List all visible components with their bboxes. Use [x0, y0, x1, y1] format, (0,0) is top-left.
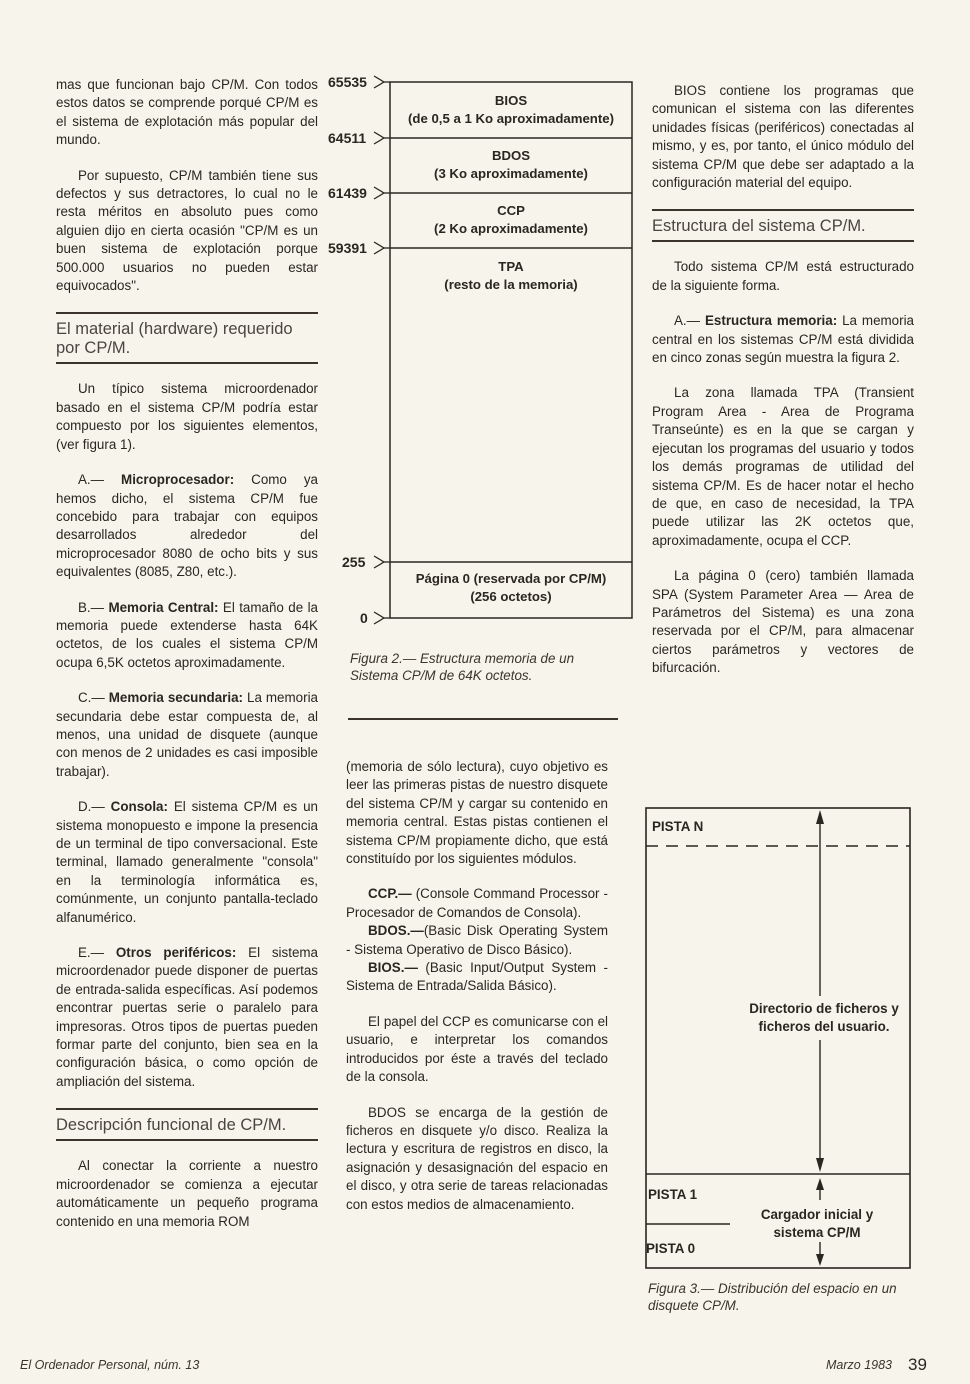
paragraph: Por supuesto, CP/M también tiene sus defectos y sus detractores, lo cual no le resta méritos en absoluto pues como alguien dijo en cierta ocasión "CP/M es un buen sistema de explotación porque 500.000 usuarios no pueden estar equivocados". [56, 167, 318, 294]
paragraph: (memoria de sólo lectura), cuyo objetivo es leer las primeras pistas de nuestro disquete del sistema CP/M y cargar su contenido en memoria central. Estas pistas contienen el sistema CP/M propiamente dicho, que está constituído por los siguientes módulos. [346, 759, 608, 867]
section-rule [56, 312, 318, 314]
footer-date: Marzo 1983 [826, 1358, 893, 1372]
right-column [652, 82, 914, 695]
block-subtitle: (de 0,5 a 1 Ko aproximadamente) [408, 111, 614, 126]
block-title: BDOS [491, 148, 531, 163]
list-item-e [56, 944, 318, 1091]
address-label: 59391 [328, 240, 367, 256]
item-text: La memoria secundaria debe estar compuesta de, al menos, una unidad de disquete (aunque con menos de 2 unidades es casi imposible trabajar). [56, 690, 318, 779]
figure-3-disk-layout [642, 806, 912, 1326]
block-subtitle: (3 Ko aproximadamente) [434, 166, 588, 181]
section-rule [652, 209, 914, 211]
page-number: 39 [908, 1355, 927, 1374]
block-title: Página 0 (reservada por CP/M) [415, 571, 607, 586]
paragraph: BIOS contiene los programas que comunican el sistema con las diferentes unidades físicas (periféricos) conectadas al mismo, y es, por tanto, el único módulo del sistema CP/M que debe ser adaptado a la configuración material del equipo. [652, 83, 914, 191]
arrow-icon [374, 242, 384, 254]
paragraph: Un típico sistema microordenador basado en el sistema CP/M podría estar compuesto por los siguientes elementos, (ver figura 1). [56, 381, 318, 452]
arrow-icon [374, 556, 384, 568]
arrow-down-icon [816, 1158, 824, 1172]
block-title: CCP [497, 203, 525, 218]
item-lead: A.— [78, 472, 122, 488]
paragraph: Al conectar la corriente a nuestro microordenador se comienza a ejecutar automáticamente un pequeño programa contenido en una memoria ROM [56, 1158, 318, 1229]
module-text: (Basic Disk Operating System - Sistema Operativo de Disco Básico). [346, 923, 608, 957]
paragraph: La página 0 (cero) también llamada SPA (System Parameter Area — Area de Parámetros del Sistema) es una zona reservada por el CP/M, para almacenar ciertos parámetros y vectores de bifurcación. [652, 568, 914, 676]
module-bios [346, 959, 608, 996]
section-rule [56, 1108, 318, 1110]
caption-rule [348, 718, 618, 720]
module-text: (Console Command Processor - Procesador de Comandos de Consola). [346, 886, 608, 920]
section-title: Estructura del sistema CP/M. [652, 217, 866, 236]
item-lead: C.— [78, 690, 109, 706]
item-text: Como ya hemos dicho, el sistema CP/M fue concebido para trabajar con equipos desarrollados alrededor del microprocesador 8080 de ocho bits y sus equivalentes (8085, Z80, etc.). [56, 472, 319, 580]
item-lead: E.— [78, 945, 116, 961]
section-rule [56, 1139, 318, 1141]
paragraph: mas que funcionan bajo CP/M. Con todos estos datos se comprende porqué CP/M es el sistema de explotación más popular del mundo. [56, 77, 318, 148]
module-text: (Basic Input/Output System - Sistema de Entrada/Salida Básico). [346, 960, 608, 994]
arrow-icon [374, 132, 384, 144]
item-lead: B.— [78, 599, 109, 615]
section-title: Descripción funcional de CP/M. [56, 1116, 287, 1135]
module-heading: BDOS.— [368, 923, 424, 939]
module-bdos [346, 922, 608, 959]
list-item-a [652, 312, 914, 367]
arrow-up-icon [816, 810, 824, 824]
address-label: 255 [342, 554, 366, 570]
pista-0-label: PISTA 0 [646, 1241, 696, 1256]
item-heading: Microprocesador: [121, 472, 235, 488]
paragraph: El papel del CCP es comunicarse con el usuario, e interpretar los comandos introducidos por éste a través del teclado de la consola. [346, 1013, 608, 1085]
item-heading: Otros periféricos: [115, 945, 237, 961]
loader-label: Cargador inicial y sistema CP/M [760, 1207, 874, 1240]
pista-1-label: PISTA 1 [648, 1187, 698, 1202]
block-subtitle: (256 octetos) [470, 589, 552, 604]
left-column [56, 76, 318, 1248]
ccp-block [390, 202, 632, 238]
module-ccp [346, 885, 608, 922]
bios-block [390, 92, 632, 128]
section-rule [652, 240, 914, 242]
list-item-d [56, 798, 318, 927]
item-heading: Memoria secundaria: [108, 690, 244, 706]
paragraph: La zona llamada TPA (Transient Program Area - Area de Programa Transeúnte) es en la que se cargan y ejecutan los programas del usuario y todos los demás programas de utilidad del sistema CP/M. Es de hacer notar el hecho de que, en caso de necesidad, la TPA puede utilizar las 2K octetos que, aproximadamente, ocupa el CCP. [652, 385, 914, 548]
item-text: El tamaño de la memoria puede extenderse hasta 64K octetos, de los cuales el sistema CP/M ocupa 6,5K octetos aproximadamente. [56, 599, 318, 670]
paragraph: Todo sistema CP/M está estructurado de la siguiente forma. [652, 259, 914, 293]
section-title: El material (hardware) requerido por CP/M. [56, 320, 293, 358]
block-title: BIOS [494, 93, 528, 108]
module-heading: CCP.— [368, 886, 412, 902]
page0-block [390, 570, 632, 606]
block-title: TPA [498, 259, 524, 274]
item-text: El sistema CP/M es un sistema monopuesto e impone la presencia de un terminal de tipo conversacional. Este terminal, llamado generalmente "consola" en la terminología informática es, comúnmente, un conjunto pantalla-teclado alfanumérico. [56, 799, 318, 925]
address-label: 0 [360, 610, 368, 626]
paragraph: BDOS se encarga de la gestión de ficheros en disquete y/o disco. Realiza la lectura y escritura de registros en disco, la asignación y desasignación del espacio en el disco, y otra serie de tareas relacionadas con estos medios de almacenamiento. [346, 1104, 608, 1212]
block-subtitle: (2 Ko aproximadamente) [434, 221, 588, 236]
middle-column [346, 758, 608, 1231]
block-subtitle: (resto de la memoria) [444, 277, 578, 292]
arrow-icon [374, 76, 384, 88]
tpa-block [390, 258, 632, 294]
item-text: La memoria central en los sistemas CP/M está dividida en cinco zonas según muestra la figura 2. [652, 313, 915, 366]
arrow-icon [374, 612, 384, 624]
list-item-b [56, 599, 318, 673]
directory-label: Directorio de ficheros y ficheros del usuario. [749, 1001, 899, 1034]
bdos-block [390, 147, 632, 183]
arrow-icon [374, 187, 384, 199]
item-heading: Consola: [110, 799, 168, 815]
item-text: El sistema microordenador puede disponer de puertas de entrada-salida específicas. Así podemos encontrar puertas serie o paralelo para impresoras. Otros tipos de puertas pueden formar parte del conjunto, bien sea en la configuración básica, o como opción de ampliación del sistema. [56, 945, 318, 1089]
figure-3-caption: Figura 3.— Distribución del espacio en un disquete CP/M. [648, 1281, 897, 1313]
module-heading: BIOS.— [368, 960, 418, 976]
figure-2-caption: Figura 2.— Estructura memoria de un Sistema CP/M de 64K octetos. [350, 651, 575, 683]
list-item-c [56, 689, 318, 781]
arrow-down-icon [816, 1254, 824, 1266]
list-item-a [56, 471, 318, 581]
section-rule [56, 362, 318, 364]
address-label: 64511 [328, 130, 367, 146]
item-heading: Memoria Central: [108, 599, 219, 615]
arrow-up-icon [816, 1178, 824, 1190]
item-lead: A.— [674, 313, 705, 329]
item-lead: D.— [78, 799, 111, 815]
pista-n-label: PISTA N [652, 819, 704, 834]
item-heading: Estructura memoria: [704, 313, 838, 329]
address-label: 65535 [328, 74, 367, 90]
figure-2-memory-map [328, 74, 638, 634]
address-label: 61439 [328, 185, 367, 201]
footer-publication: El Ordenador Personal, núm. 13 [20, 1358, 200, 1372]
